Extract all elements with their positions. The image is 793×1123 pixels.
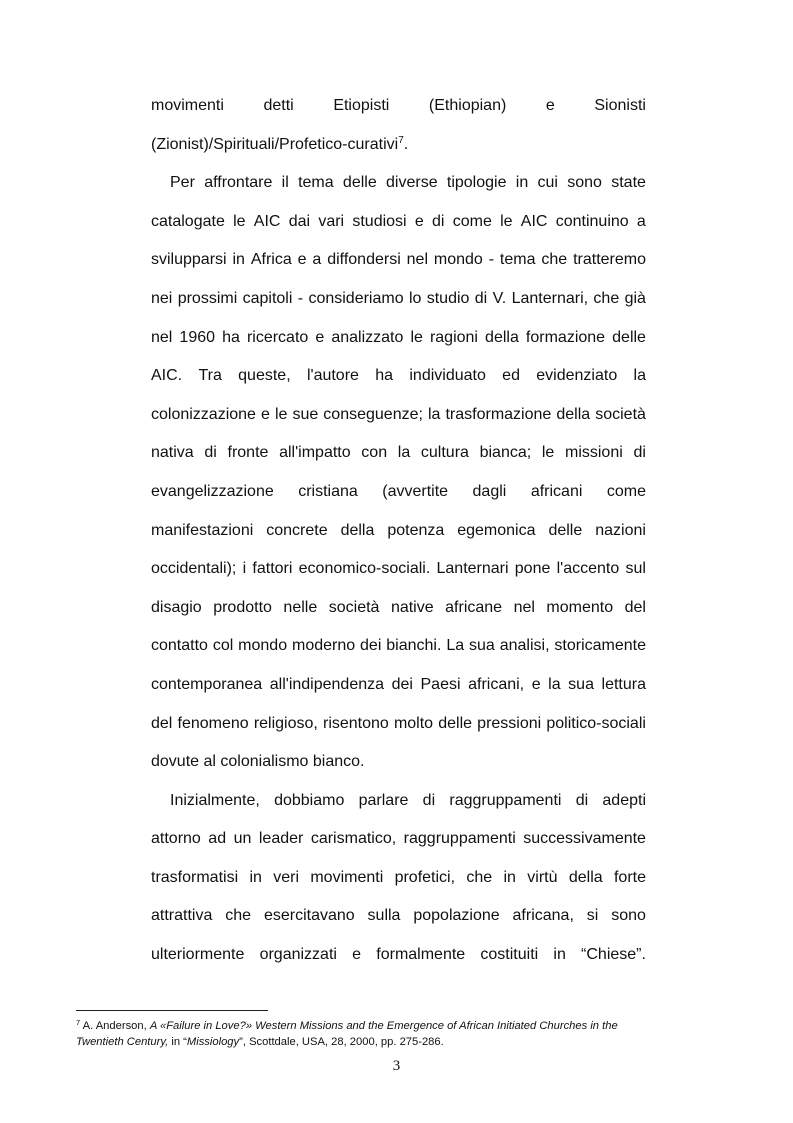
word: delle	[438, 714, 473, 732]
word: di	[422, 791, 436, 809]
word: forte	[613, 868, 646, 886]
word: missioni	[564, 444, 623, 462]
paragraph-line	[151, 512, 646, 551]
word: successivamente	[523, 830, 646, 848]
word: la	[548, 675, 561, 693]
word: dei	[391, 675, 413, 693]
word: che	[225, 907, 252, 925]
word: lettura	[601, 675, 646, 693]
word: La	[446, 637, 465, 655]
word: parlare	[358, 791, 409, 809]
word: Lanternari	[436, 560, 509, 578]
word: in	[553, 946, 566, 964]
word: ha	[375, 367, 394, 385]
word: cui	[537, 174, 558, 192]
word: fattori	[252, 560, 293, 578]
paragraph-line	[151, 897, 646, 936]
word: ricercato	[246, 328, 309, 346]
word: concrete	[266, 521, 328, 539]
word: AIC	[520, 212, 548, 230]
footnote-number: 7	[76, 1018, 81, 1027]
word: bianchi.	[386, 637, 442, 655]
word: attorno	[151, 830, 201, 848]
footnote-divider	[76, 1010, 268, 1011]
word: di	[204, 444, 217, 462]
word: di	[575, 791, 589, 809]
word: e	[531, 675, 541, 693]
word: politico-sociali	[546, 714, 646, 732]
word: ed	[502, 367, 520, 385]
word: del	[151, 714, 173, 732]
word: movimenti	[310, 868, 384, 886]
body-text	[151, 87, 646, 975]
paragraph-line	[151, 319, 646, 358]
word: dagli	[472, 482, 507, 500]
word: adepti	[602, 791, 646, 809]
word: bianca;	[479, 444, 532, 462]
word: nelle	[283, 598, 318, 616]
word: 1960	[179, 328, 216, 346]
word: lo	[408, 289, 422, 307]
word: V.	[492, 289, 507, 307]
word: nel	[151, 328, 173, 346]
word: evidenziato	[536, 367, 618, 385]
word: svilupparsi	[151, 251, 227, 269]
word: in	[232, 251, 245, 269]
word: esercitavano	[263, 907, 355, 925]
word: momento	[546, 598, 614, 616]
paragraph-line	[151, 164, 646, 203]
word: storicamente	[554, 637, 646, 655]
word: e	[315, 328, 325, 346]
word: Sionisti	[594, 97, 646, 114]
word: contatto	[151, 637, 208, 655]
word: africana,	[512, 907, 574, 925]
word: sua	[469, 637, 495, 655]
word: Etiopisti	[333, 97, 390, 114]
word: Inizialmente,	[170, 791, 260, 809]
word: i	[242, 560, 247, 578]
word: studio	[426, 289, 470, 307]
word: raggruppamenti	[449, 791, 562, 809]
word: che	[541, 251, 568, 269]
word: mondo	[238, 637, 288, 655]
footnote-reference: 7	[398, 134, 404, 146]
word: vari	[318, 212, 345, 230]
footnote-in: in “	[168, 1036, 187, 1048]
word: in	[503, 868, 516, 886]
word: l'autore	[306, 367, 359, 385]
word: colonizzazione	[151, 405, 256, 423]
paragraph-3	[151, 782, 646, 975]
word: diffondersi	[327, 251, 401, 269]
word: queste,	[238, 367, 291, 385]
word: la	[633, 367, 646, 385]
paragraph-line	[151, 434, 646, 473]
word: nel	[513, 598, 535, 616]
word: di	[633, 444, 646, 462]
word: capitoli	[242, 289, 293, 307]
word: e	[545, 97, 555, 114]
word: cultura	[420, 444, 469, 462]
word: movimenti	[151, 97, 224, 114]
word: AIC	[253, 212, 281, 230]
word: con	[361, 444, 388, 462]
word: africani,	[468, 675, 525, 693]
word: religioso,	[253, 714, 318, 732]
body-line-end: .	[403, 135, 409, 153]
word: (avvertite	[382, 482, 449, 500]
word: occidentali);	[151, 560, 237, 578]
word: delle	[612, 328, 646, 346]
body-line-1	[151, 87, 646, 126]
word: nazioni	[595, 521, 646, 539]
word: del	[624, 598, 646, 616]
footnote-journal: Missiology	[186, 1036, 240, 1048]
word: studiosi	[352, 212, 407, 230]
word: trasformatisi	[151, 868, 239, 886]
word: di	[432, 212, 445, 230]
page-number: 3	[392, 1058, 401, 1074]
word: ulteriormente	[151, 946, 245, 964]
word: individuato	[409, 367, 486, 385]
paragraph-line	[151, 627, 646, 666]
word: fenomeno	[177, 714, 249, 732]
word: economico-sociali.	[298, 560, 431, 578]
word: le	[410, 328, 423, 346]
word: a	[636, 212, 646, 230]
word: della	[556, 405, 591, 423]
paragraph-2	[151, 164, 646, 782]
word: -	[297, 289, 304, 307]
word: risentono	[322, 714, 389, 732]
word: dei	[360, 637, 382, 655]
word: di	[474, 289, 488, 307]
paragraph-line	[151, 705, 646, 744]
paragraph-line	[151, 666, 646, 705]
footnote-rest: ”, Scottdale, USA, 28, 2000, pp. 275-286.	[239, 1036, 444, 1048]
word: dobbiamo	[274, 791, 345, 809]
word: sono	[611, 907, 646, 925]
word: nel	[406, 251, 428, 269]
word: come	[606, 482, 646, 500]
body-line-text: (Zionist)/Spirituali/Profetico-curativi	[151, 135, 399, 153]
word: nei	[151, 289, 173, 307]
paragraph-last-line: dovute al colonialismo bianco.	[151, 753, 365, 771]
word: analizzato	[331, 328, 404, 346]
word: “Chiese”.	[581, 946, 646, 964]
word: fronte	[227, 444, 269, 462]
word: le	[274, 405, 288, 423]
word: ad	[208, 830, 227, 848]
word: all'indipendenza	[269, 675, 385, 693]
word: affrontare	[204, 174, 273, 192]
word: catalogate	[151, 212, 225, 230]
word: il	[281, 174, 289, 192]
paragraph-line	[151, 782, 646, 821]
word: tipologie	[446, 174, 507, 192]
word: contemporanea	[151, 675, 263, 693]
word: organizzati	[259, 946, 337, 964]
word: la	[427, 405, 441, 423]
word: e	[414, 212, 424, 230]
word: cristiana	[298, 482, 358, 500]
word: disagio	[151, 598, 202, 616]
word: in	[249, 868, 262, 886]
word: società	[595, 405, 646, 423]
word: conseguenze;	[323, 405, 423, 423]
word: virtù	[527, 868, 558, 886]
word: pressioni	[477, 714, 542, 732]
paragraph-line	[151, 203, 646, 242]
word: moderno	[291, 637, 356, 655]
word: trasformazione	[445, 405, 552, 423]
word: Paesi	[420, 675, 461, 693]
word: all'impatto	[279, 444, 351, 462]
word: Africa	[250, 251, 292, 269]
word: raggruppamenti	[403, 830, 516, 848]
word: evangelizzazione	[151, 482, 274, 500]
word: che	[466, 868, 493, 886]
word: già	[624, 289, 646, 307]
word: si	[586, 907, 599, 925]
word: africani	[530, 482, 583, 500]
word: state	[611, 174, 646, 192]
paragraph-line	[151, 859, 646, 898]
word: manifestazioni	[151, 521, 254, 539]
word: l'accento	[556, 560, 620, 578]
word: della	[340, 521, 375, 539]
footnote-author: A. Anderson,	[80, 1020, 150, 1032]
word: ha	[222, 328, 240, 346]
word: e	[352, 946, 362, 964]
word: carismatico,	[310, 830, 397, 848]
word: nativa	[151, 444, 194, 462]
word: la	[397, 444, 411, 462]
word: in	[515, 174, 529, 192]
word: e	[261, 405, 270, 423]
body-line-2	[151, 126, 646, 165]
word: della	[485, 328, 519, 346]
word: della	[568, 868, 603, 886]
word: delle	[548, 521, 583, 539]
word: le	[500, 212, 513, 230]
paragraph-line	[151, 280, 646, 319]
paragraph-line	[151, 589, 646, 628]
word: tratteremo	[573, 251, 646, 269]
word: AIC.	[151, 367, 183, 385]
word: popolazione	[413, 907, 500, 925]
word: tema	[298, 174, 334, 192]
word: diverse	[386, 174, 438, 192]
paragraph-line	[151, 550, 646, 589]
word: continuino	[555, 212, 629, 230]
word: egemonica	[457, 521, 536, 539]
word: -	[488, 251, 495, 269]
word: prodotto	[213, 598, 272, 616]
word: come	[452, 212, 492, 230]
word: costituiti	[480, 946, 539, 964]
word: delle	[342, 174, 377, 192]
word: e	[297, 251, 307, 269]
word: tema	[499, 251, 536, 269]
word: potenza	[387, 521, 445, 539]
word: ragioni	[429, 328, 478, 346]
word: Tra	[198, 367, 222, 385]
word: le	[541, 444, 555, 462]
paragraph-line	[151, 936, 646, 975]
word: formalmente	[376, 946, 466, 964]
word: a	[312, 251, 322, 269]
paragraph-line	[151, 241, 646, 280]
word: che	[593, 289, 620, 307]
word: prossimi	[177, 289, 238, 307]
word: mondo	[433, 251, 483, 269]
word: consideriamo	[308, 289, 404, 307]
word: società	[328, 598, 380, 616]
word: attrattiva	[151, 907, 213, 925]
word: Lanternari,	[511, 289, 589, 307]
footnote-title: A «Failure in Love?» Western Missions and the Emergence of African Initiated Churches in the Twentieth Century,	[76, 1020, 618, 1048]
word: profetici,	[394, 868, 456, 886]
paragraph-line	[151, 820, 646, 859]
word: molto	[393, 714, 434, 732]
word: africane	[445, 598, 503, 616]
word: col	[212, 637, 234, 655]
word: analisi,	[499, 637, 550, 655]
footnote	[76, 1018, 666, 1050]
word: sua	[568, 675, 594, 693]
word: formazione	[525, 328, 606, 346]
word: detti	[263, 97, 294, 114]
word: dai	[288, 212, 311, 230]
word: leader	[258, 830, 304, 848]
word: le	[233, 212, 246, 230]
word: sulla	[367, 907, 401, 925]
paragraph-line	[151, 357, 646, 396]
word: sul	[625, 560, 646, 578]
word: pone	[514, 560, 551, 578]
paragraph-line	[151, 473, 646, 512]
paragraph-line	[151, 396, 646, 435]
word: un	[233, 830, 252, 848]
word: veri	[273, 868, 300, 886]
word: native	[390, 598, 434, 616]
word: sue	[292, 405, 319, 423]
word: sono	[567, 174, 602, 192]
word: (Ethiopian)	[428, 97, 507, 114]
word: Per	[170, 174, 195, 192]
